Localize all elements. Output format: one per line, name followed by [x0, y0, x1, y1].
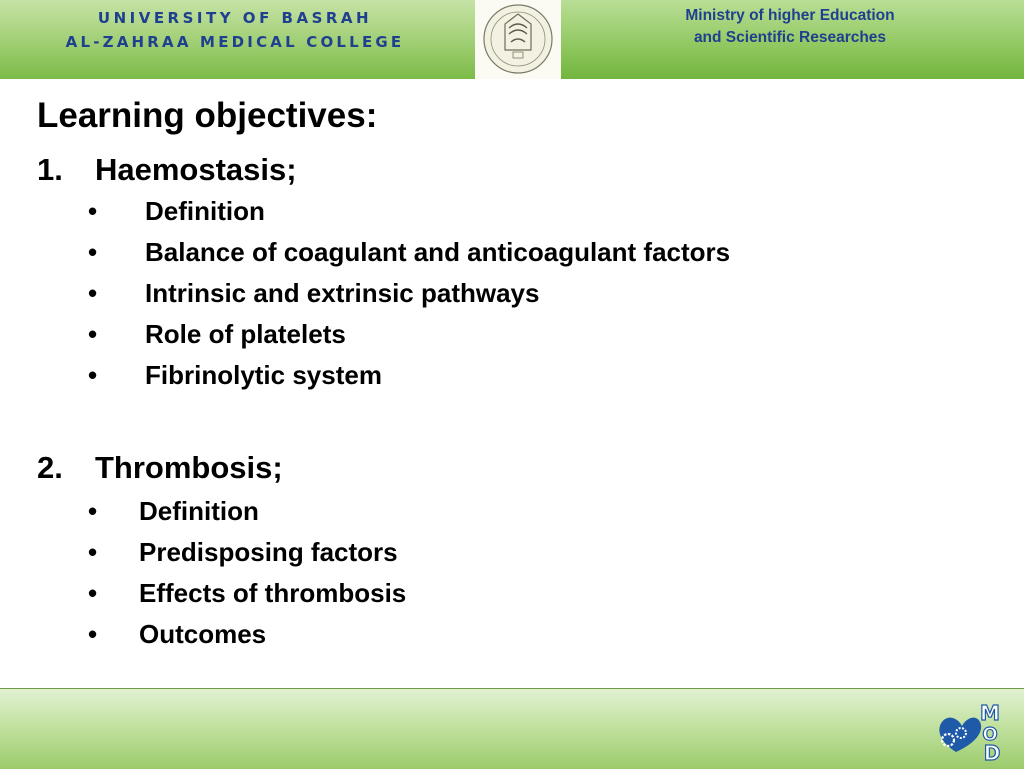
list-item [88, 319, 346, 350]
header-banner [0, 0, 1024, 79]
section-number: 2. [37, 450, 63, 485]
section-thrombosis-heading [37, 450, 283, 486]
bullet-icon: • [88, 196, 98, 226]
list-item [88, 578, 406, 609]
bullet-icon: • [88, 537, 98, 567]
section-heading-text: Haemostasis; [95, 152, 297, 187]
university-name: UNIVERSITY OF BASRAH [97, 9, 373, 27]
bullet-icon: • [88, 360, 98, 390]
mod-letter-d: D [983, 741, 1001, 762]
slide-title: Learning objectives: [37, 96, 378, 135]
list-item-text: Effects of thrombosis [139, 578, 407, 608]
mod-logo-icon [934, 700, 1010, 762]
list-item-text: Outcomes [139, 619, 267, 649]
section-number: 1. [37, 152, 63, 187]
bullet-icon: • [88, 496, 98, 526]
list-item-text: Predisposing factors [139, 537, 398, 567]
list-item [88, 619, 266, 650]
ministry-name [620, 5, 960, 49]
section-haemostasis-heading [37, 152, 297, 188]
mod-letter-m: M [980, 701, 1000, 725]
list-item-text: Definition [145, 196, 265, 226]
list-item [88, 237, 730, 268]
college-seal-icon [475, 0, 561, 79]
ministry-line-2: and Scientific Researches [693, 29, 887, 46]
list-item-text: Intrinsic and extrinsic pathways [145, 278, 540, 308]
list-item [88, 496, 259, 527]
mod-letter-o: O [982, 724, 998, 745]
college-name: AL-ZAHRAA MEDICAL COLLEGE [65, 33, 405, 51]
bullet-icon: • [88, 578, 98, 608]
list-item [88, 278, 539, 309]
list-item [88, 360, 382, 391]
list-item-text: Balance of coagulant and anticoagulant factors [145, 237, 731, 267]
list-item [88, 196, 265, 227]
bullet-icon: • [88, 237, 98, 267]
header-left-panel [0, 0, 475, 79]
footer-banner [0, 688, 1024, 769]
list-item [88, 537, 398, 568]
bullet-icon: • [88, 319, 98, 349]
section-heading-text: Thrombosis; [95, 450, 283, 485]
list-item-text: Definition [139, 496, 259, 526]
bullet-icon: • [88, 619, 98, 649]
list-item-text: Fibrinolytic system [145, 360, 382, 390]
list-item-text: Role of platelets [145, 319, 346, 349]
bullet-icon: • [88, 278, 98, 308]
ministry-line-1: Ministry of higher Education [685, 7, 895, 24]
